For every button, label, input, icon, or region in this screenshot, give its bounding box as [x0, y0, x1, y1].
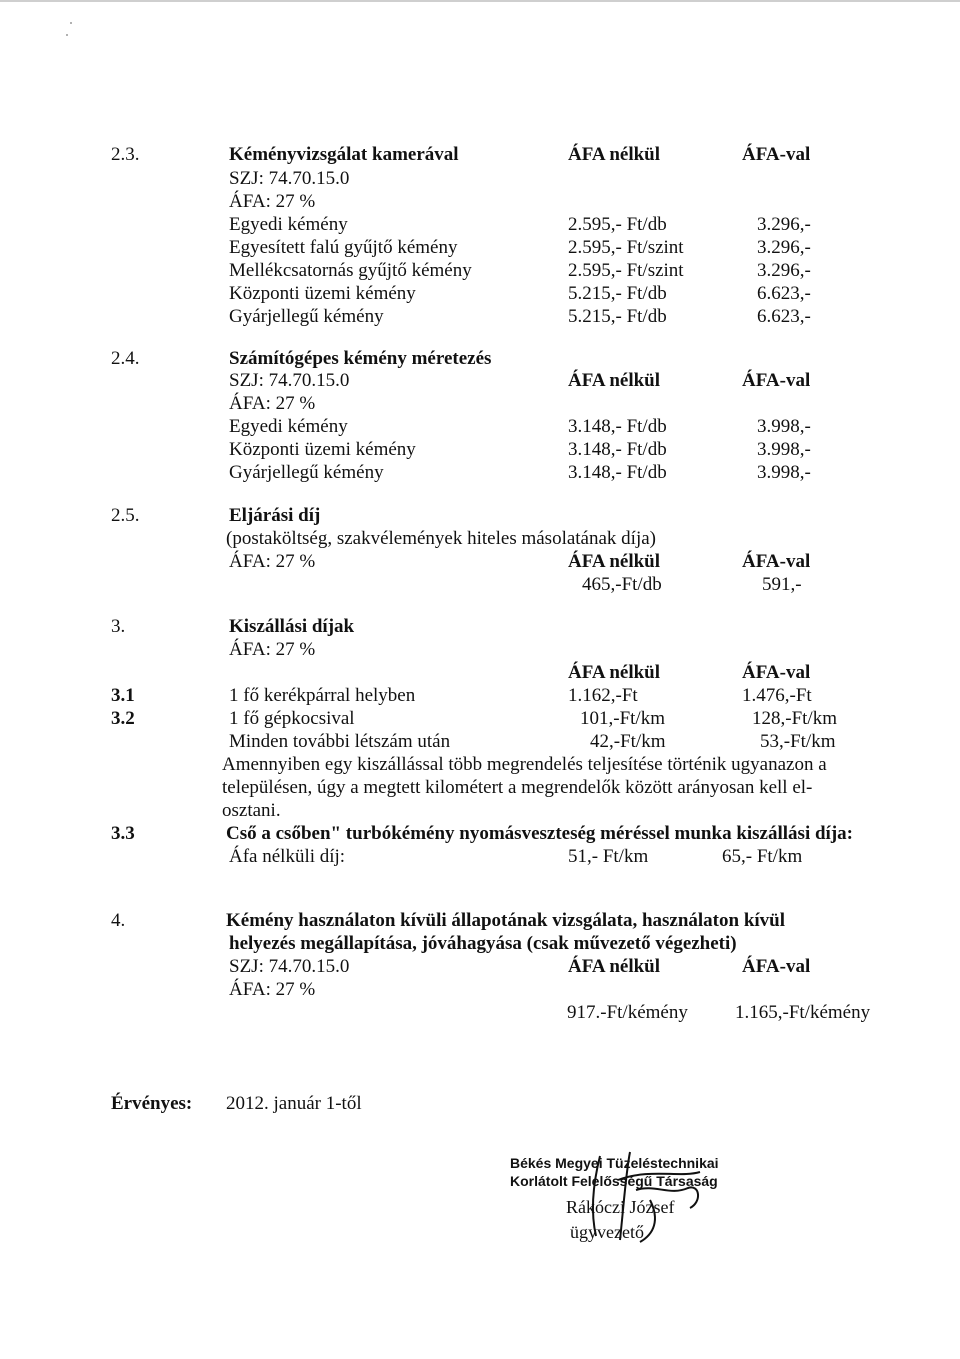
vat-rate: ÁFA: 27 %: [229, 639, 316, 660]
header-gross: ÁFA-val: [742, 370, 811, 391]
stamp-company-line1: Békés Megyei Tüzeléstechnikai: [510, 1155, 719, 1171]
row-label: Központi üzemi kémény: [229, 283, 416, 304]
paragraph-line: Amennyiben egy kiszállással több megrendelés teljesítése történik ugyanazon a: [222, 754, 827, 775]
fee-net: 465,-Ft/db: [582, 574, 662, 595]
fee-gross: 591,-: [762, 574, 802, 595]
row-net: 3.148,- Ft/db: [568, 439, 667, 460]
paragraph-line: osztani.: [222, 800, 281, 821]
header-gross: ÁFA-val: [742, 551, 811, 572]
row-label: Egyesített falú gyűjtő kémény: [229, 237, 458, 258]
row-gross: 128,-Ft/km: [752, 708, 837, 729]
header-net: ÁFA nélkül: [568, 662, 661, 683]
szj-code: SZJ: 74.70.15.0: [229, 956, 350, 977]
header-gross: ÁFA-val: [742, 662, 811, 683]
row-gross: 3.296,-: [757, 237, 811, 258]
vat-rate: ÁFA: 27 %: [229, 551, 316, 572]
item-number: 3.3: [111, 823, 135, 844]
szj-code: SZJ: 74.70.15.0: [229, 168, 350, 189]
row-gross: 65,- Ft/km: [722, 846, 803, 867]
item-number: 3.1: [111, 685, 135, 706]
row-net: 917.-Ft/kémény: [567, 1002, 688, 1023]
row-gross: 1.476,-Ft: [742, 685, 812, 706]
row-gross: 3.998,-: [757, 439, 811, 460]
row-net: 3.148,- Ft/db: [568, 462, 667, 483]
vat-rate: ÁFA: 27 %: [229, 191, 316, 212]
row-net: 1.162,-Ft: [568, 685, 638, 706]
signatory-name: Rákóczi József: [566, 1197, 675, 1217]
row-gross: 3.296,-: [757, 214, 811, 235]
header-gross: ÁFA-val: [742, 956, 811, 977]
header-net: ÁFA nélkül: [568, 370, 661, 391]
item-title: Cső a csőben" turbókémény nyomásveszteség méréssel munka kiszállási díja:: [226, 823, 853, 844]
row-net: 2.595,- Ft/szint: [568, 260, 684, 281]
row-gross: 6.623,-: [757, 306, 811, 327]
row-label: 1 fő kerékpárral helyben: [229, 685, 416, 706]
header-net: ÁFA nélkül: [568, 551, 661, 572]
section-title: Számítógépes kémény méretezés: [229, 348, 492, 369]
section-number: 4.: [111, 910, 126, 931]
section-title: Kiszállási díjak: [229, 616, 355, 637]
header-net: ÁFA nélkül: [568, 144, 661, 165]
szj-code: SZJ: 74.70.15.0: [229, 370, 350, 391]
row-net: 2.595,- Ft/szint: [568, 237, 684, 258]
paragraph-line: településen, úgy a megtett kilométert a megrendelők között arányosan kell el-: [222, 777, 813, 798]
row-label: Áfa nélküli díj:: [229, 846, 346, 867]
row-label: Gyárjellegű kémény: [229, 462, 384, 483]
validity-label: Érvényes:: [111, 1093, 193, 1114]
section-number: 2.5.: [111, 505, 140, 526]
row-label: 1 fő gépkocsival: [229, 708, 355, 729]
row-gross: 6.623,-: [757, 283, 811, 304]
row-gross: 3.296,-: [757, 260, 811, 281]
section-title: Kémény használaton kívüli állapotának vizsgálata, használaton kívül: [226, 910, 786, 931]
item-number: 3.2: [111, 708, 135, 729]
section-title: Kéményvizsgálat kamerával: [229, 144, 459, 165]
row-label: Mellékcsatornás gyűjtő kémény: [229, 260, 472, 281]
row-label: Központi üzemi kémény: [229, 439, 416, 460]
scan-speck: [70, 22, 72, 24]
signatory-role: ügyvezető: [570, 1222, 644, 1242]
row-net: 3.148,- Ft/db: [568, 416, 667, 437]
row-label: Egyedi kémény: [229, 214, 348, 235]
scan-speck: [66, 34, 68, 36]
section-number: 3.: [111, 616, 126, 637]
row-net: 5.215,- Ft/db: [568, 283, 667, 304]
row-gross: 3.998,-: [757, 462, 811, 483]
vat-rate: ÁFA: 27 %: [229, 393, 316, 414]
section-title-cont: helyezés megállapítása, jóváhagyása (csak művezető végezheti): [229, 933, 737, 954]
stamp-company-line2: Korlátolt Felelősségű Társaság: [510, 1173, 718, 1189]
header-net: ÁFA nélkül: [568, 956, 661, 977]
row-net: 2.595,- Ft/db: [568, 214, 667, 235]
row-gross: 3.998,-: [757, 416, 811, 437]
row-label: Egyedi kémény: [229, 416, 348, 437]
fee-description: (postaköltség, szakvélemények hiteles másolatának díja): [226, 528, 656, 549]
section-number: 2.3.: [111, 144, 140, 165]
row-net: 5.215,- Ft/db: [568, 306, 667, 327]
row-label: Minden további létszám után: [229, 731, 451, 752]
validity-date: 2012. január 1-től: [226, 1093, 362, 1114]
header-gross: ÁFA-val: [742, 144, 811, 165]
vat-rate: ÁFA: 27 %: [229, 979, 316, 1000]
row-net: 101,-Ft/km: [580, 708, 665, 729]
row-net: 51,- Ft/km: [568, 846, 649, 867]
row-gross: 1.165,-Ft/kémény: [735, 1002, 871, 1023]
row-label: Gyárjellegű kémény: [229, 306, 384, 327]
row-gross: 53,-Ft/km: [760, 731, 836, 752]
section-number: 2.4.: [111, 348, 140, 369]
section-title: Eljárási díj: [229, 505, 321, 526]
row-net: 42,-Ft/km: [590, 731, 666, 752]
scan-edge-line: [0, 0, 960, 2]
signature-scribble: [560, 1150, 720, 1246]
